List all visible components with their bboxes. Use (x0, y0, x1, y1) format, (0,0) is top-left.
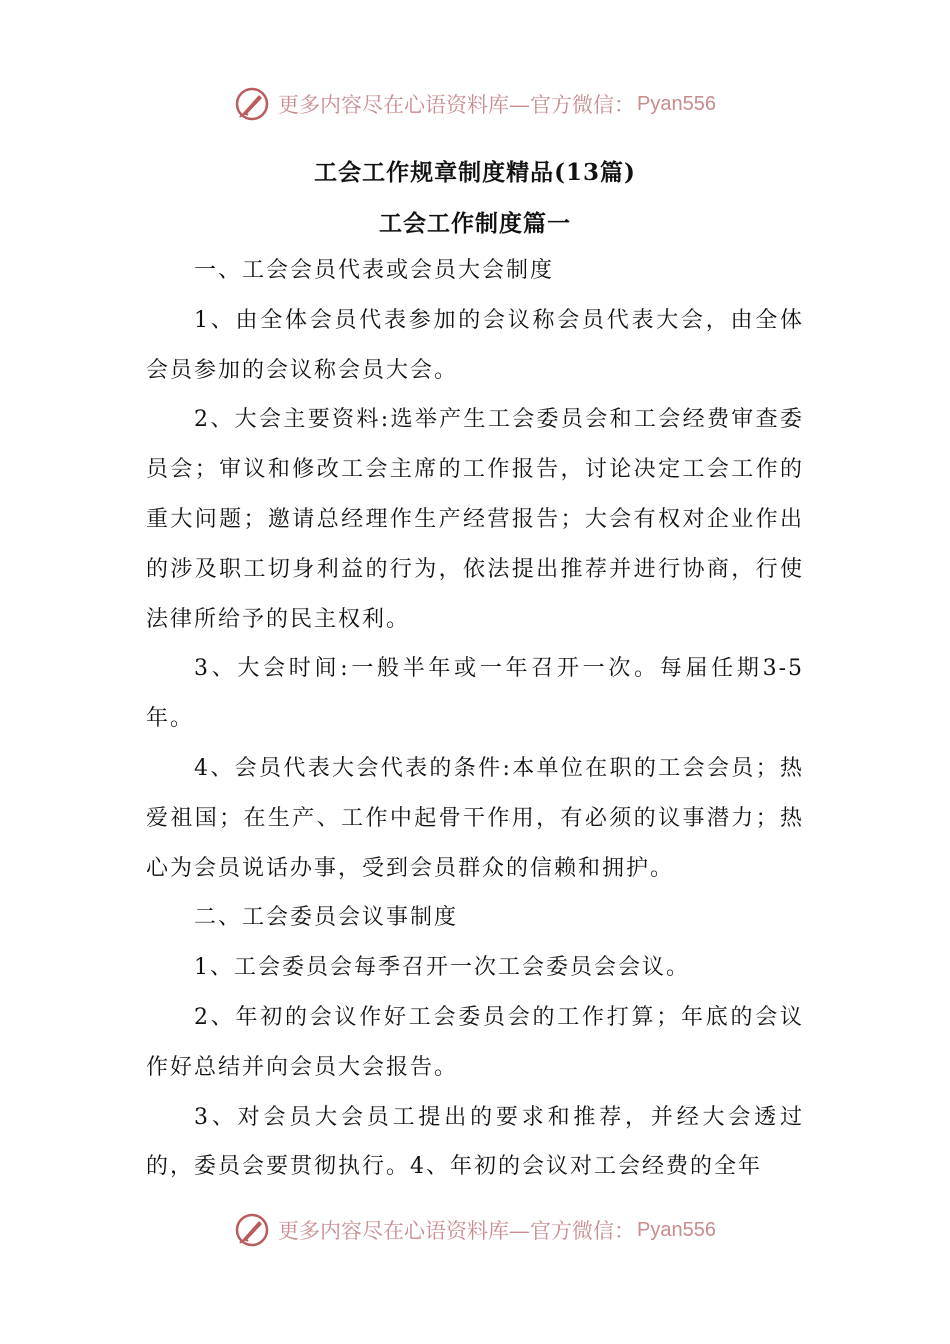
document-subtitle: 工会工作制度篇一 (379, 210, 571, 237)
document-body (146, 246, 804, 1192)
paragraph: 2、年初的会议作好工会委员会的工作打算；年底的会议作好总结并向会员大会报告。 (146, 1004, 804, 1080)
pen-logo-icon (234, 1212, 270, 1248)
watermark-wechat-id: Pyan556 (637, 92, 716, 115)
paragraph: 1、工会委员会每季召开一次工会委员会会议。 (194, 955, 690, 981)
paragraph: 3、大会时间:一般半年或一年召开一次。每届任期3-5年。 (146, 656, 804, 732)
pen-logo-icon (234, 86, 270, 122)
paragraph: 一、工会会员代表或会员大会制度 (194, 258, 555, 283)
paragraph: 4、会员代表大会代表的条件:本单位在职的工会会员；热爱祖国；在生产、工作中起骨干作用，有必须的议事潜力；热心为会员说话办事，受到会员群众的信赖和拥护。 (146, 755, 804, 881)
paragraph: 2、大会主要资料:选举产生工会委员会和工会经费审查委员会；审议和修改工会主席的工作报告，讨论决定工会工作的重大问题；邀请总经理作生产经营报告；大会有权对企业作出的涉及职工切身利益的行为，依法提出推荐并进行协商，行使法律所给予的民主权利。 (146, 407, 804, 632)
watermark-banner-bottom (0, 1206, 950, 1254)
paragraph: 1、由全体会员代表参加的会议称会员代表大会，由全体会员参加的会议称会员大会。 (146, 307, 804, 383)
paragraph: 二、工会委员会议事制度 (194, 905, 459, 931)
document-title: 工会工作规章制度精品(13篇) (314, 159, 636, 186)
watermark-text: 更多内容尽在心语资料库—官方微信： (278, 1219, 636, 1243)
watermark-text: 更多内容尽在心语资料库—官方微信： (278, 93, 636, 117)
watermark-wechat-id: Pyan556 (637, 1218, 716, 1241)
paragraph: 3、对会员大会员工提出的要求和推荐，并经大会透过的，委员会要贯彻执行。4、年初的会议对工会经费的全年 (146, 1104, 804, 1180)
watermark-banner-top (0, 80, 950, 128)
